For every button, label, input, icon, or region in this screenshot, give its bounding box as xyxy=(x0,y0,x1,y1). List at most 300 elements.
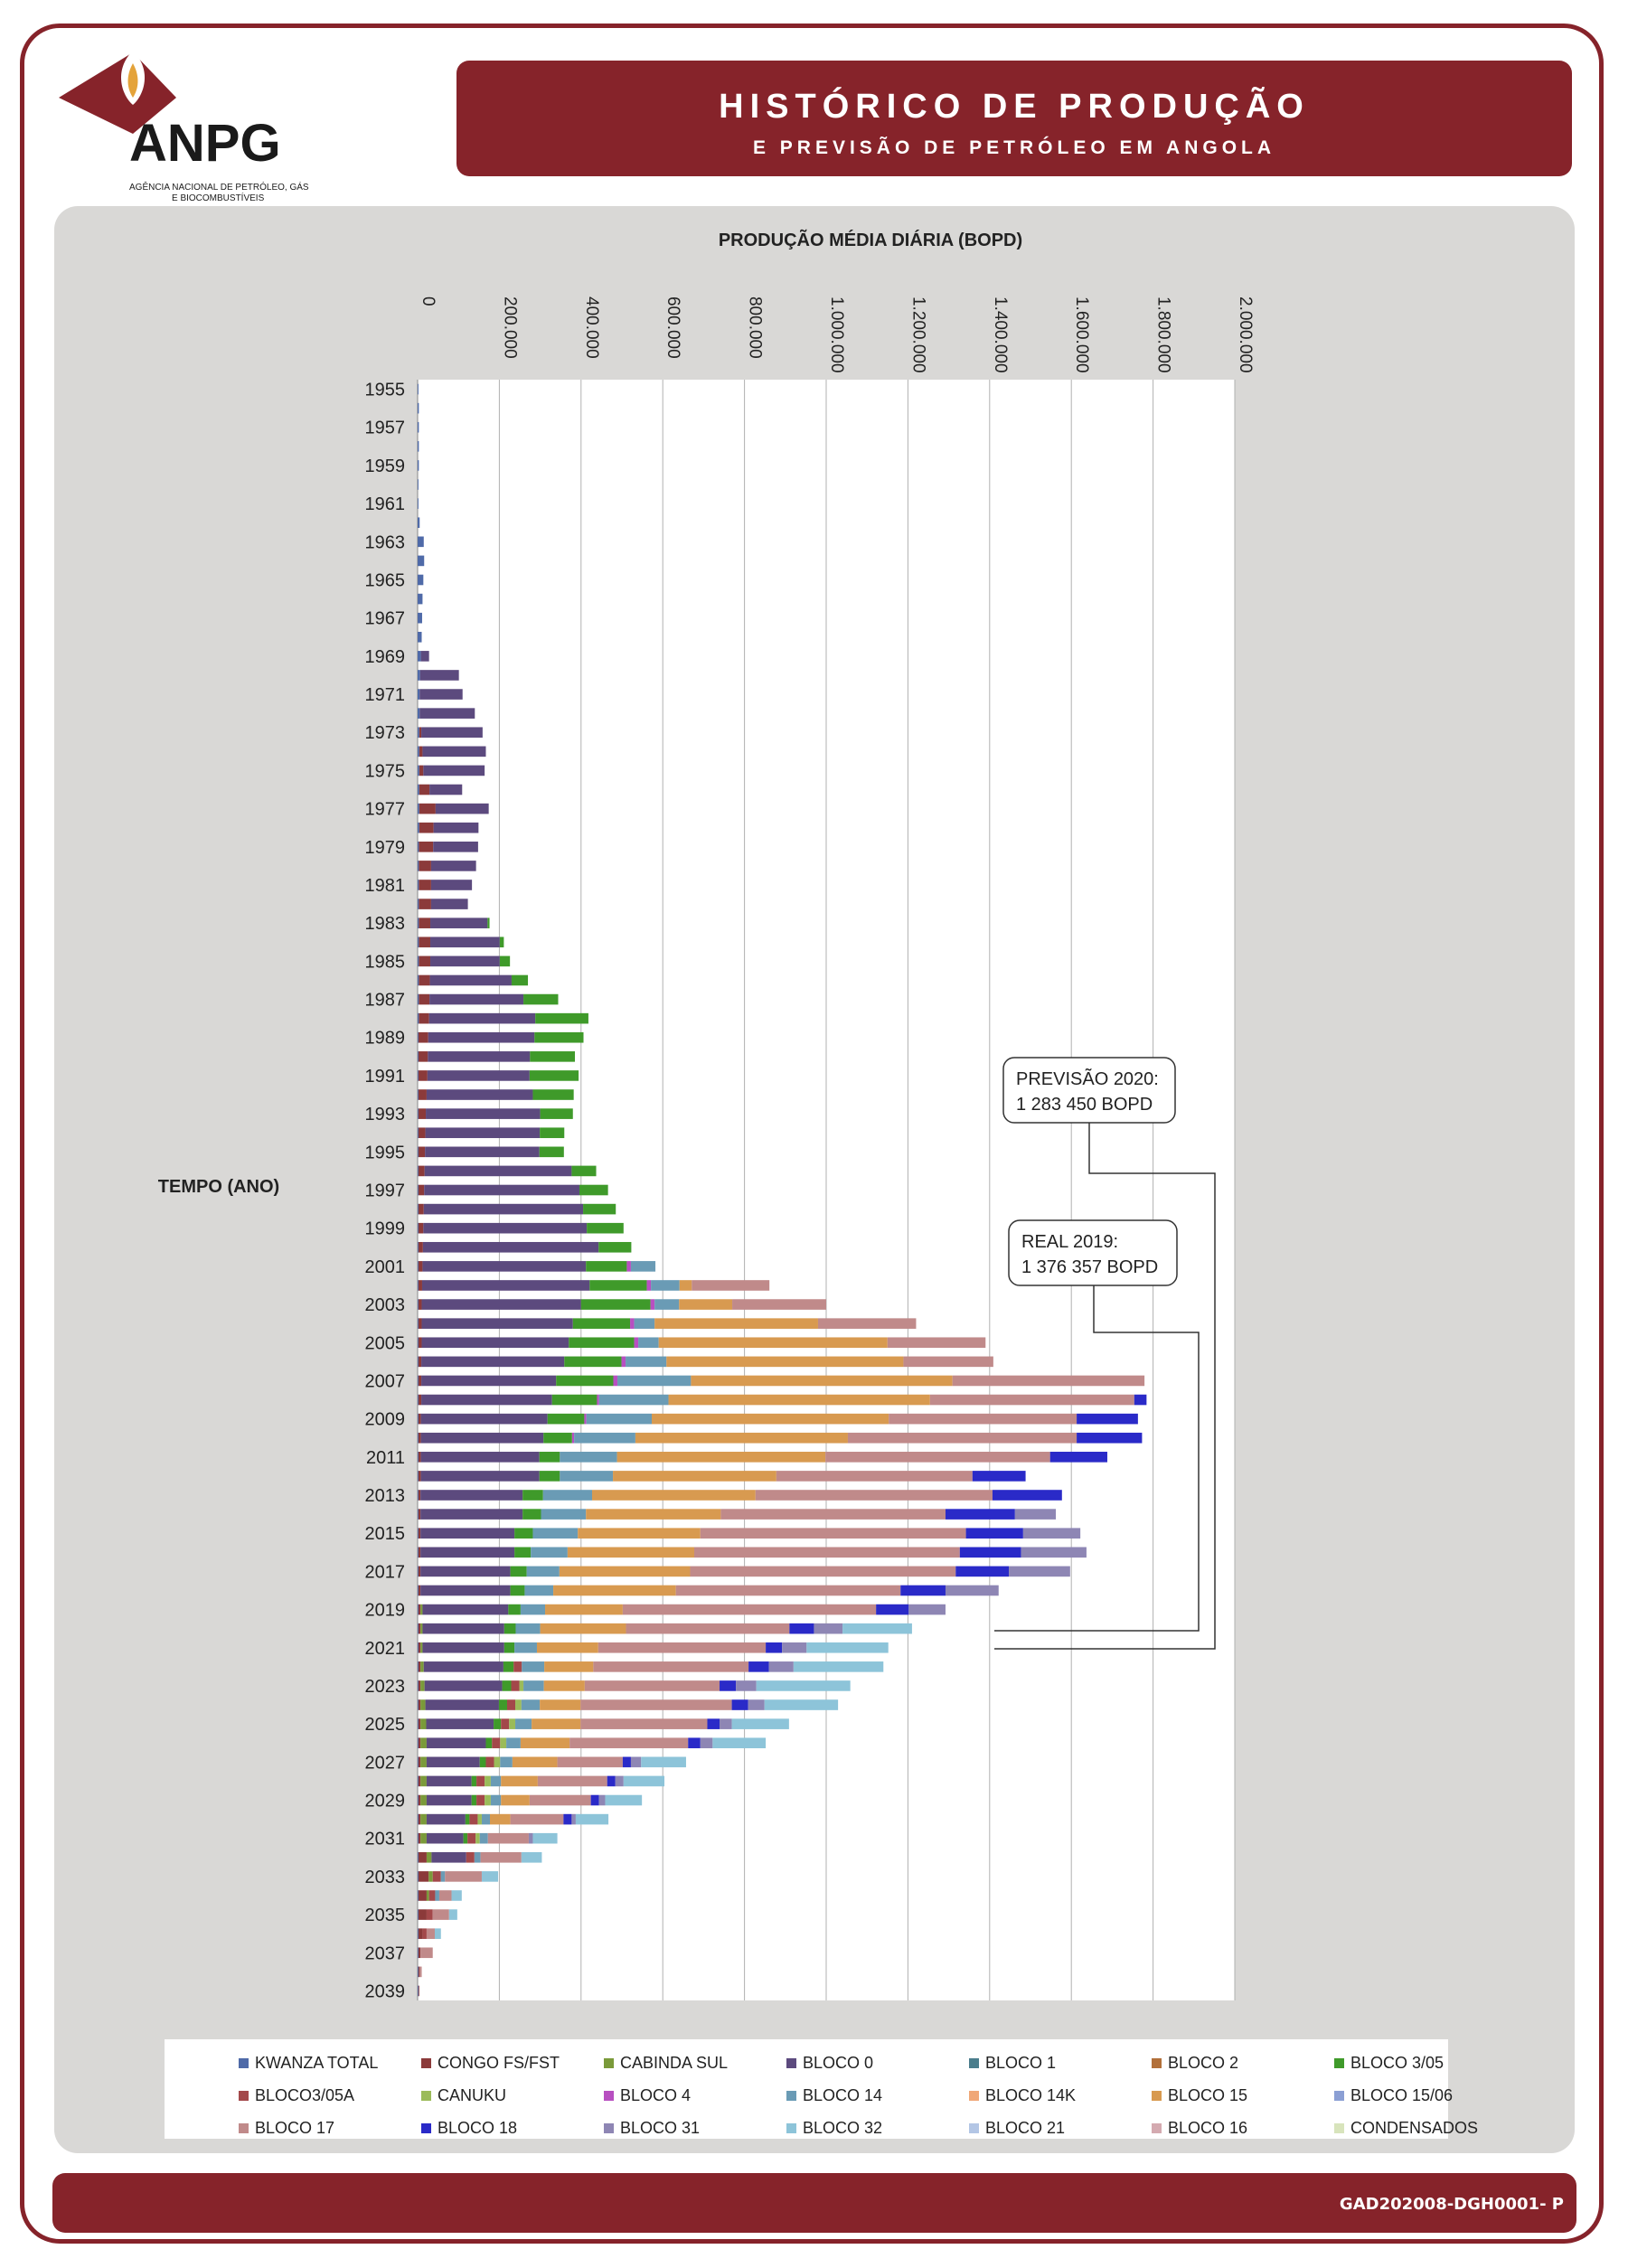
y-tick-labels xyxy=(365,381,406,2002)
bar-segment xyxy=(421,1376,556,1387)
bar-segment xyxy=(540,1699,580,1710)
bar-segment xyxy=(506,1737,521,1748)
bar-segment xyxy=(418,1890,419,1901)
bar-segment xyxy=(530,1051,575,1062)
x-tick-labels xyxy=(419,296,1255,373)
bar-segment xyxy=(530,1795,591,1806)
bar-segment xyxy=(712,1737,766,1748)
bar-segment xyxy=(423,1223,587,1234)
bar-segment xyxy=(428,1070,530,1081)
y-tick-label: 1991 xyxy=(364,1066,405,1087)
legend-swatch xyxy=(969,2123,979,2133)
bar-segment xyxy=(597,1395,598,1406)
bar-segment xyxy=(418,1757,419,1768)
y-tick-label: 1963 xyxy=(364,532,405,553)
bar-segment xyxy=(532,1528,578,1539)
bar-segment xyxy=(571,1814,576,1825)
bar-segment xyxy=(732,1299,826,1310)
bar-segment xyxy=(419,1776,420,1787)
bar-segment xyxy=(617,1376,691,1387)
bar-segment xyxy=(789,1623,814,1634)
bar-segment xyxy=(418,594,422,605)
bar-segment xyxy=(692,1280,769,1291)
bar-segment xyxy=(420,1567,510,1577)
bar-segment xyxy=(576,1814,608,1825)
y-tick-label: 2005 xyxy=(364,1333,405,1354)
bar-segment xyxy=(572,1433,574,1444)
bar-segment xyxy=(652,1414,889,1425)
bar-segment xyxy=(431,1852,466,1863)
bar-segment xyxy=(419,1909,427,1920)
bar-segment xyxy=(511,1567,527,1577)
legend-label: BLOCO 3/05 xyxy=(1350,2054,1444,2072)
bar-segment xyxy=(720,1509,946,1520)
bar-segment xyxy=(541,1509,587,1520)
bar-segment xyxy=(419,899,431,909)
bar-segment xyxy=(485,1757,494,1768)
bar-segment xyxy=(418,804,419,814)
bar-segment xyxy=(419,823,434,833)
y-tick-label: 1975 xyxy=(364,761,405,782)
legend-swatch xyxy=(1152,2123,1162,2133)
x-tick-label: 800.000 xyxy=(745,296,765,359)
bar-segment xyxy=(573,1318,630,1329)
bar-segment xyxy=(418,1242,419,1253)
bar-segment xyxy=(1134,1395,1147,1406)
bar-segment xyxy=(419,1433,421,1444)
bar-segment xyxy=(477,1814,482,1825)
bar-segment xyxy=(491,1776,501,1787)
bar-segment xyxy=(418,1795,419,1806)
bar-segment xyxy=(513,1757,558,1768)
bar-segment xyxy=(480,1833,488,1844)
page-title: HISTÓRICO DE PRODUÇÃO xyxy=(719,88,1310,126)
legend-swatch xyxy=(1334,2123,1344,2133)
bar-segment xyxy=(418,1567,419,1577)
forecast-line2: 1 283 450 BOPD xyxy=(1016,1095,1153,1115)
bar-segment xyxy=(481,1852,522,1863)
bar-segment xyxy=(522,1661,544,1672)
bar-segment xyxy=(426,1127,541,1138)
document-code: GAD202008-DGH0001- P xyxy=(1339,2195,1564,2214)
bar-segment xyxy=(583,1204,616,1215)
bar-segment xyxy=(908,1605,946,1615)
bar-segment xyxy=(540,1147,564,1158)
legend-swatch xyxy=(786,2123,796,2133)
bar-segment xyxy=(419,766,424,776)
y-tick-label: 1993 xyxy=(364,1105,405,1125)
bar-segment xyxy=(418,1947,419,1958)
bar-segment xyxy=(418,384,419,395)
bar-segment xyxy=(418,1680,419,1691)
bar-segment xyxy=(599,1395,669,1406)
bar-segment xyxy=(419,1605,420,1615)
bar-segment xyxy=(523,1680,544,1691)
legend-swatch xyxy=(421,2058,431,2068)
legend-label: CONGO FS/FST xyxy=(438,2054,560,2072)
bar-segment xyxy=(659,1337,888,1348)
x-tick-label: 0 xyxy=(419,296,438,306)
legend-label: BLOCO 1 xyxy=(985,2054,1057,2072)
bar-segment xyxy=(580,1699,731,1710)
legend-swatch xyxy=(969,2058,979,2068)
bar-segment xyxy=(427,1890,429,1901)
bar-segment xyxy=(766,1642,782,1653)
bar-segment xyxy=(419,1967,421,1978)
bar-segment xyxy=(466,1814,470,1825)
bar-segment xyxy=(522,1699,540,1710)
bar-segment xyxy=(418,1376,419,1387)
y-tick-label: 1995 xyxy=(364,1143,405,1163)
bar-segment xyxy=(419,1299,422,1310)
y-tick-label: 2001 xyxy=(364,1256,405,1277)
bar-segment xyxy=(418,1433,419,1444)
bar-segment xyxy=(552,1395,598,1406)
bar-segment xyxy=(494,1757,501,1768)
bar-segment xyxy=(806,1642,888,1653)
bar-segment xyxy=(418,1147,419,1158)
bar-segment xyxy=(418,1509,419,1520)
bar-segment xyxy=(419,956,430,967)
legend-swatch xyxy=(239,2091,249,2101)
bar-segment xyxy=(701,1737,713,1748)
y-tick-label: 2035 xyxy=(364,1906,405,1926)
y-tick-label: 1971 xyxy=(364,685,405,706)
bar-segment xyxy=(503,1661,513,1672)
bar-segment xyxy=(499,1699,507,1710)
bar-segment xyxy=(418,1127,419,1138)
production-chart xyxy=(54,206,1575,2153)
bar-segment xyxy=(587,1414,652,1425)
y-tick-label: 2033 xyxy=(364,1867,405,1887)
bar-segment xyxy=(955,1567,1009,1577)
bar-segment xyxy=(485,1737,492,1748)
x-tick-label: 1.200.000 xyxy=(908,296,928,373)
bar-segment xyxy=(422,1928,427,1939)
bar-segment xyxy=(419,1127,426,1138)
bar-segment xyxy=(418,613,422,624)
bar-segment xyxy=(623,1605,876,1615)
bar-segment xyxy=(421,1452,540,1463)
y-tick-label: 1987 xyxy=(364,990,405,1011)
bar-segment xyxy=(691,1376,952,1387)
bar-segment xyxy=(418,689,419,700)
bar-segment xyxy=(428,1032,535,1043)
bar-segment xyxy=(654,1318,818,1329)
bar-segment xyxy=(418,1051,419,1062)
page-subtitle: E PREVISÃO DE PETRÓLEO EM ANGOLA xyxy=(752,137,1276,158)
bar-segment xyxy=(418,460,419,471)
bar-segment xyxy=(598,1642,766,1653)
bar-segment xyxy=(423,766,485,776)
bar-segment xyxy=(732,1699,748,1710)
bar-segment xyxy=(419,861,431,871)
bar-segment xyxy=(472,1776,476,1787)
legend-swatch xyxy=(1152,2058,1162,2068)
bar-segment xyxy=(946,1586,999,1596)
bar-segment xyxy=(480,1757,486,1768)
bar-segment xyxy=(623,1757,631,1768)
legend-label: BLOCO 15/06 xyxy=(1350,2086,1454,2104)
bar-segment xyxy=(430,956,500,967)
bar-segment xyxy=(842,1623,912,1634)
bar-segment xyxy=(589,1280,646,1291)
bar-segment xyxy=(930,1395,1134,1406)
bar-segment xyxy=(475,1833,480,1844)
bar-segment xyxy=(433,1871,441,1882)
bar-segment xyxy=(418,422,419,433)
bar-segment xyxy=(421,1414,548,1425)
bar-segment xyxy=(418,956,419,967)
bar-segment xyxy=(419,1528,420,1539)
y-tick-label: 2029 xyxy=(364,1791,405,1812)
x-tick-label: 2.000.000 xyxy=(1236,296,1255,373)
bar-segment xyxy=(569,1337,634,1348)
bar-segment xyxy=(418,766,419,776)
bar-segment xyxy=(418,1299,419,1310)
bar-segment xyxy=(651,1280,680,1291)
bar-segment xyxy=(522,1490,543,1501)
y-tick-label: 2003 xyxy=(364,1295,405,1316)
bar-segment xyxy=(418,823,419,833)
bar-segment xyxy=(429,1013,536,1024)
bar-segment xyxy=(475,1852,481,1863)
bar-segment xyxy=(591,1795,599,1806)
bar-segment xyxy=(578,1528,701,1539)
bar-segment xyxy=(491,1795,501,1806)
bar-segment xyxy=(420,1623,422,1634)
bar-segment xyxy=(532,1718,580,1729)
bar-segment xyxy=(512,1680,520,1691)
bar-segment xyxy=(420,1490,522,1501)
bar-segment xyxy=(593,1661,748,1672)
bar-segment xyxy=(500,936,504,947)
bar-segment xyxy=(427,1909,433,1920)
legend-label: BLOCO 14 xyxy=(803,2086,883,2104)
bar-segment xyxy=(540,1471,560,1482)
bar-segment xyxy=(418,1623,419,1634)
bar-segment xyxy=(543,1433,572,1444)
bar-segment xyxy=(418,441,419,452)
bar-segment xyxy=(482,1871,498,1882)
y-tick-label: 1959 xyxy=(364,456,405,476)
bar-segment xyxy=(418,1089,419,1100)
bar-segment xyxy=(701,1528,966,1539)
bar-segment xyxy=(434,823,479,833)
bar-segment xyxy=(418,1471,419,1482)
bar-segment xyxy=(616,1776,624,1787)
bar-segment xyxy=(690,1567,955,1577)
bar-segment xyxy=(420,1661,424,1672)
y-tick-label: 1955 xyxy=(364,380,405,400)
bar-segment xyxy=(419,1699,420,1710)
bar-segment xyxy=(419,1147,425,1158)
x-tick-label: 1.400.000 xyxy=(990,296,1010,373)
legend-label: CABINDA SUL xyxy=(620,2054,729,2072)
bar-segment xyxy=(421,727,483,738)
bar-segment xyxy=(1050,1452,1107,1463)
bar-segment xyxy=(560,1471,613,1482)
bar-segment xyxy=(418,632,422,643)
bar-segment xyxy=(521,1605,545,1615)
bar-segment xyxy=(500,1737,506,1748)
bar-segment xyxy=(419,1414,421,1425)
logo-subtitle-2: E BIOCOMBUSTÍVEIS xyxy=(172,193,265,203)
logo-name: ANPG xyxy=(129,114,281,173)
bar-segment xyxy=(543,1490,592,1501)
bar-segment xyxy=(585,1680,720,1691)
bar-segment xyxy=(418,1070,419,1081)
bar-segment xyxy=(953,1376,1144,1387)
bar-segment xyxy=(485,1795,491,1806)
bar-segment xyxy=(449,1909,457,1920)
bar-segment xyxy=(613,1471,776,1482)
bar-segment xyxy=(435,1890,439,1901)
bar-segment xyxy=(694,1547,960,1557)
bar-segment xyxy=(544,1680,585,1691)
bar-segment xyxy=(418,1490,419,1501)
bar-segment xyxy=(419,1032,428,1043)
page-header xyxy=(456,61,1572,176)
y-tick-label: 2015 xyxy=(364,1524,405,1545)
bar-segment xyxy=(418,1661,419,1672)
bar-segment xyxy=(439,1890,452,1901)
bar-segment xyxy=(560,1567,691,1577)
bar-segment xyxy=(680,1280,692,1291)
bar-segment xyxy=(651,1299,655,1310)
bar-segment xyxy=(419,1261,423,1272)
bar-segment xyxy=(420,1757,427,1768)
bar-segment xyxy=(419,1166,425,1177)
bar-segment xyxy=(966,1528,1023,1539)
bar-segment xyxy=(515,1718,532,1729)
bar-segment xyxy=(876,1605,908,1615)
y-tick-label: 1999 xyxy=(364,1219,405,1239)
bar-segment xyxy=(419,1567,420,1577)
bar-segment xyxy=(418,1718,419,1729)
bar-segment xyxy=(782,1642,806,1653)
bar-segment xyxy=(419,1661,420,1672)
bar-segment xyxy=(419,804,436,814)
y-tick-label: 2031 xyxy=(364,1829,405,1849)
bar-segment xyxy=(540,1127,564,1138)
bar-segment xyxy=(433,1909,449,1920)
bar-segment xyxy=(422,1261,586,1272)
bar-segment xyxy=(452,1890,462,1901)
legend-label: BLOCO 15 xyxy=(1168,2086,1248,2104)
bar-segment xyxy=(973,1471,1026,1482)
bar-segment xyxy=(424,1185,579,1196)
bar-segment xyxy=(419,1490,420,1501)
bar-segment xyxy=(511,1814,564,1825)
bar-segment xyxy=(492,1737,500,1748)
bar-segment xyxy=(485,1776,491,1787)
bar-segment xyxy=(418,1986,419,1997)
bar-segment xyxy=(630,1318,635,1329)
bar-segment xyxy=(419,1586,420,1596)
y-tick-label: 1969 xyxy=(364,646,405,667)
bar-segment xyxy=(748,1661,769,1672)
bar-segment xyxy=(635,1337,639,1348)
y-tick-label: 2019 xyxy=(364,1600,405,1621)
bar-segment xyxy=(707,1718,720,1729)
bar-segment xyxy=(419,1757,420,1768)
bar-segment xyxy=(494,1718,501,1729)
bar-segment xyxy=(580,1718,707,1729)
bar-segment xyxy=(421,1395,552,1406)
bar-segment xyxy=(418,1909,419,1920)
legend-label: BLOCO 2 xyxy=(1168,2054,1239,2072)
anpg-logo xyxy=(50,43,339,215)
bar-segment xyxy=(888,1337,985,1348)
bar-segment xyxy=(635,1318,655,1329)
bar-segment xyxy=(419,1890,427,1901)
bar-segment xyxy=(586,1509,720,1520)
bar-segment xyxy=(445,1871,482,1882)
bar-segment xyxy=(418,479,419,490)
bar-segment xyxy=(508,1605,521,1615)
logo-subtitle-1: AGÊNCIA NACIONAL DE PETRÓLEO, GÁS xyxy=(129,183,309,193)
bar-segment xyxy=(418,1737,419,1748)
y-tick-label: 1965 xyxy=(364,570,405,591)
bar-segment xyxy=(431,880,472,890)
bar-segment xyxy=(418,1032,419,1043)
bar-segment xyxy=(587,1223,624,1234)
bar-segment xyxy=(419,1223,423,1234)
bar-segment xyxy=(420,1814,427,1825)
bar-segment xyxy=(419,1737,420,1748)
bar-segment xyxy=(825,1452,1050,1463)
bar-segment xyxy=(418,498,419,509)
y-tick-label: 1981 xyxy=(364,875,405,896)
bar-segment xyxy=(426,1699,499,1710)
bar-segment xyxy=(425,1147,540,1158)
bar-segment xyxy=(476,1776,485,1787)
bar-segment xyxy=(418,1414,419,1425)
y-axis-label: TEMPO (ANO) xyxy=(157,1177,280,1197)
bar-segment xyxy=(419,1947,420,1958)
bar-segment xyxy=(631,1261,655,1272)
bar-segment xyxy=(418,918,419,928)
bar-segment xyxy=(420,1833,427,1844)
bar-segment xyxy=(515,1623,540,1634)
legend-label: BLOCO 18 xyxy=(438,2119,518,2137)
bar-segment xyxy=(560,1452,616,1463)
bar-segment xyxy=(574,1433,635,1444)
legend-swatch xyxy=(1152,2091,1162,2101)
x-tick-label: 400.000 xyxy=(581,296,601,359)
bar-segment xyxy=(500,1757,513,1768)
bar-segment xyxy=(423,1242,598,1253)
bar-segment xyxy=(418,1528,419,1539)
y-tick-label: 2007 xyxy=(364,1371,405,1392)
bar-segment xyxy=(500,956,510,967)
bar-segment xyxy=(818,1318,916,1329)
bar-segment xyxy=(579,1185,608,1196)
bar-segment xyxy=(419,1357,421,1368)
bar-segment xyxy=(605,1795,642,1806)
bar-segment xyxy=(501,1776,538,1787)
bar-segment xyxy=(1077,1433,1142,1444)
bar-segment xyxy=(418,556,424,567)
legend-swatch xyxy=(604,2123,614,2133)
page-footer xyxy=(52,2173,1576,2233)
bar-segment xyxy=(514,1547,531,1557)
bar-segment xyxy=(1009,1567,1070,1577)
bar-segment xyxy=(889,1414,1077,1425)
bar-segment xyxy=(732,1718,789,1729)
bar-segment xyxy=(569,1737,688,1748)
